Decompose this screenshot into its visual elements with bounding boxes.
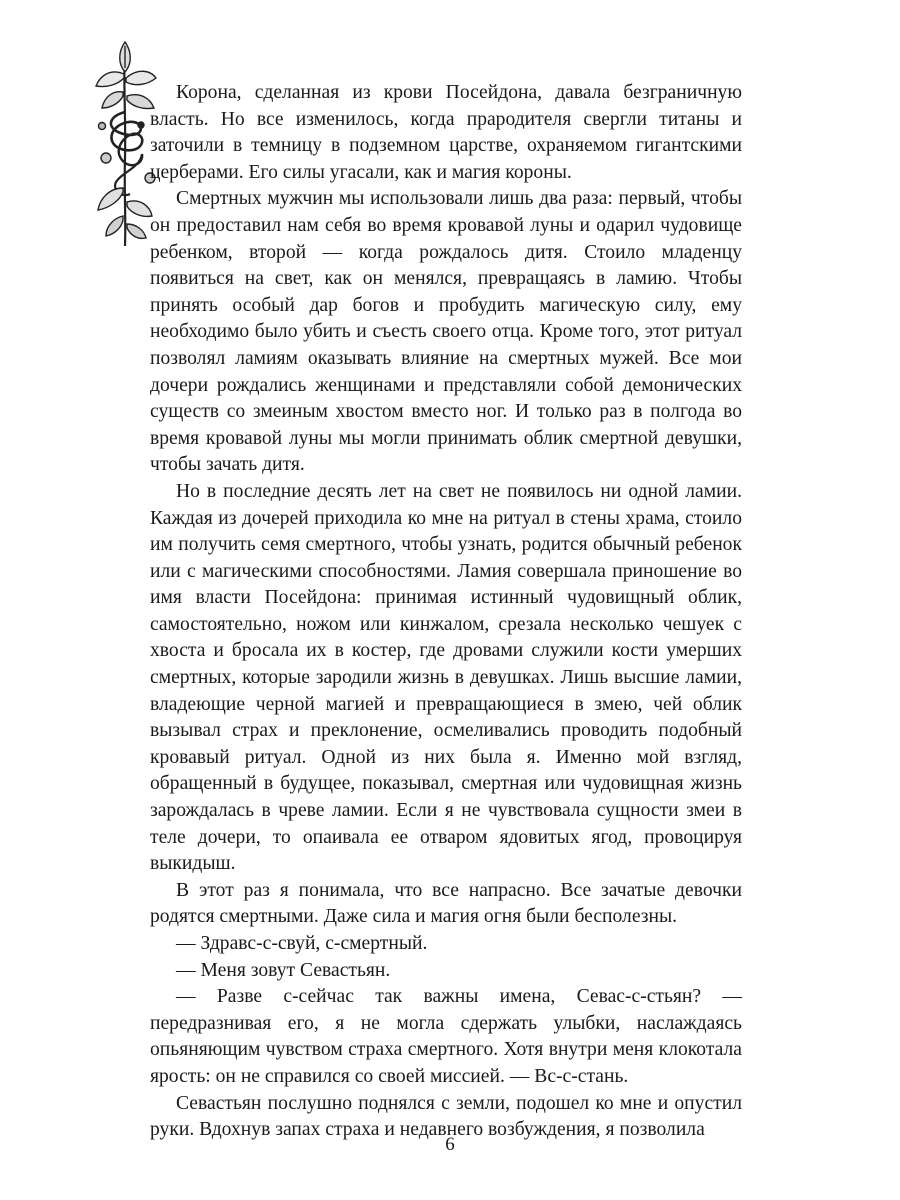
body-text <box>150 80 742 1144</box>
paragraph: Севастьян послушно поднялся с земли, подошел ко мне и опустил руки. Вдохнув запах страха и недавнего возбуждения, я позволила <box>150 1092 742 1141</box>
paragraph: Корона, сделанная из крови Посейдона, давала безграничную власть. Но все изменилось, когда прародителя свергли титаны и заточили в темницу в подземном царстве, охраняемом гигантскими церберами. Его силы угасали, как и магия короны. <box>150 82 742 183</box>
paragraph: Но в последние десять лет на свет не появилось ни одной ламии. Каждая из дочерей приходила ко мне на ритуал в стены храма, стоило им получить семя смертного, чтобы узнать, родится обычный ребенок или с магическими способностями. Ламия совершала приношение во имя власти Посейдона: принимая истинный чудовищный облик, самостоятельно, ножом или кинжалом, срезала несколько чешуек с хвоста и бросала их в костер, где дровами служили кости умерших смертных, которые зародили жизнь в девушках. Лишь высшие ламии, владеющие черной магией и превращающиеся в змею, чей облик вызывал страх и преклонение, осмеливались проводить подобный кровавый ритуал. Одной из них была я. Именно мой взгляд, обращенный в будущее, показывал, смертная или чудовищная жизнь зарождалась в чреве ламии. Если я не чувствовала сущности змеи в теле дочери, то опаивала ее отваром ядовитых ягод, провоцируя выкидыш. <box>150 480 742 875</box>
dialogue-line: — Здравс-с-свуй, с-смертный. <box>176 933 428 954</box>
paragraph: В этот раз я понимала, что все напрасно. Все зачатые девочки родятся смертными. Даже сила и магия огня были бесполезны. <box>150 879 742 928</box>
dialogue-line: — Разве с-сейчас так важны имена, Севас-с-стьян? — передразнивая его, я не могла сдержать улыбки, наслаждаясь опьяняющим чувством страха смертного. Хотя внутри меня клокотала ярость: он не справился со своей миссией. — Вс-с-стань. <box>150 986 742 1087</box>
page-number: 6 <box>445 1134 455 1155</box>
paragraph: Смертных мужчин мы использовали лишь два раза: первый, чтобы он предоставил нам себя во время кровавой луны и одарил чудовище ребенком, второй — когда рождалось дитя. Стоило младенцу появиться на свет, как он менялся, превращаясь в ламию. Чтобы принять особый дар богов и пробудить магическую силу, ему необходимо было убить и съесть своего отца. Кроме того, этот ритуал позволял ламиям оказывать влияние на смертных мужей. Все мои дочери рождались женщинами и представляли собой демонических существ со змеиным хвостом вместо ног. И только раз в полгода во время кровавой луны мы могли принимать облик смертной девушки, чтобы зачать дитя. <box>150 188 742 476</box>
dialogue-line: — Меня зовут Севастьян. <box>176 959 391 981</box>
